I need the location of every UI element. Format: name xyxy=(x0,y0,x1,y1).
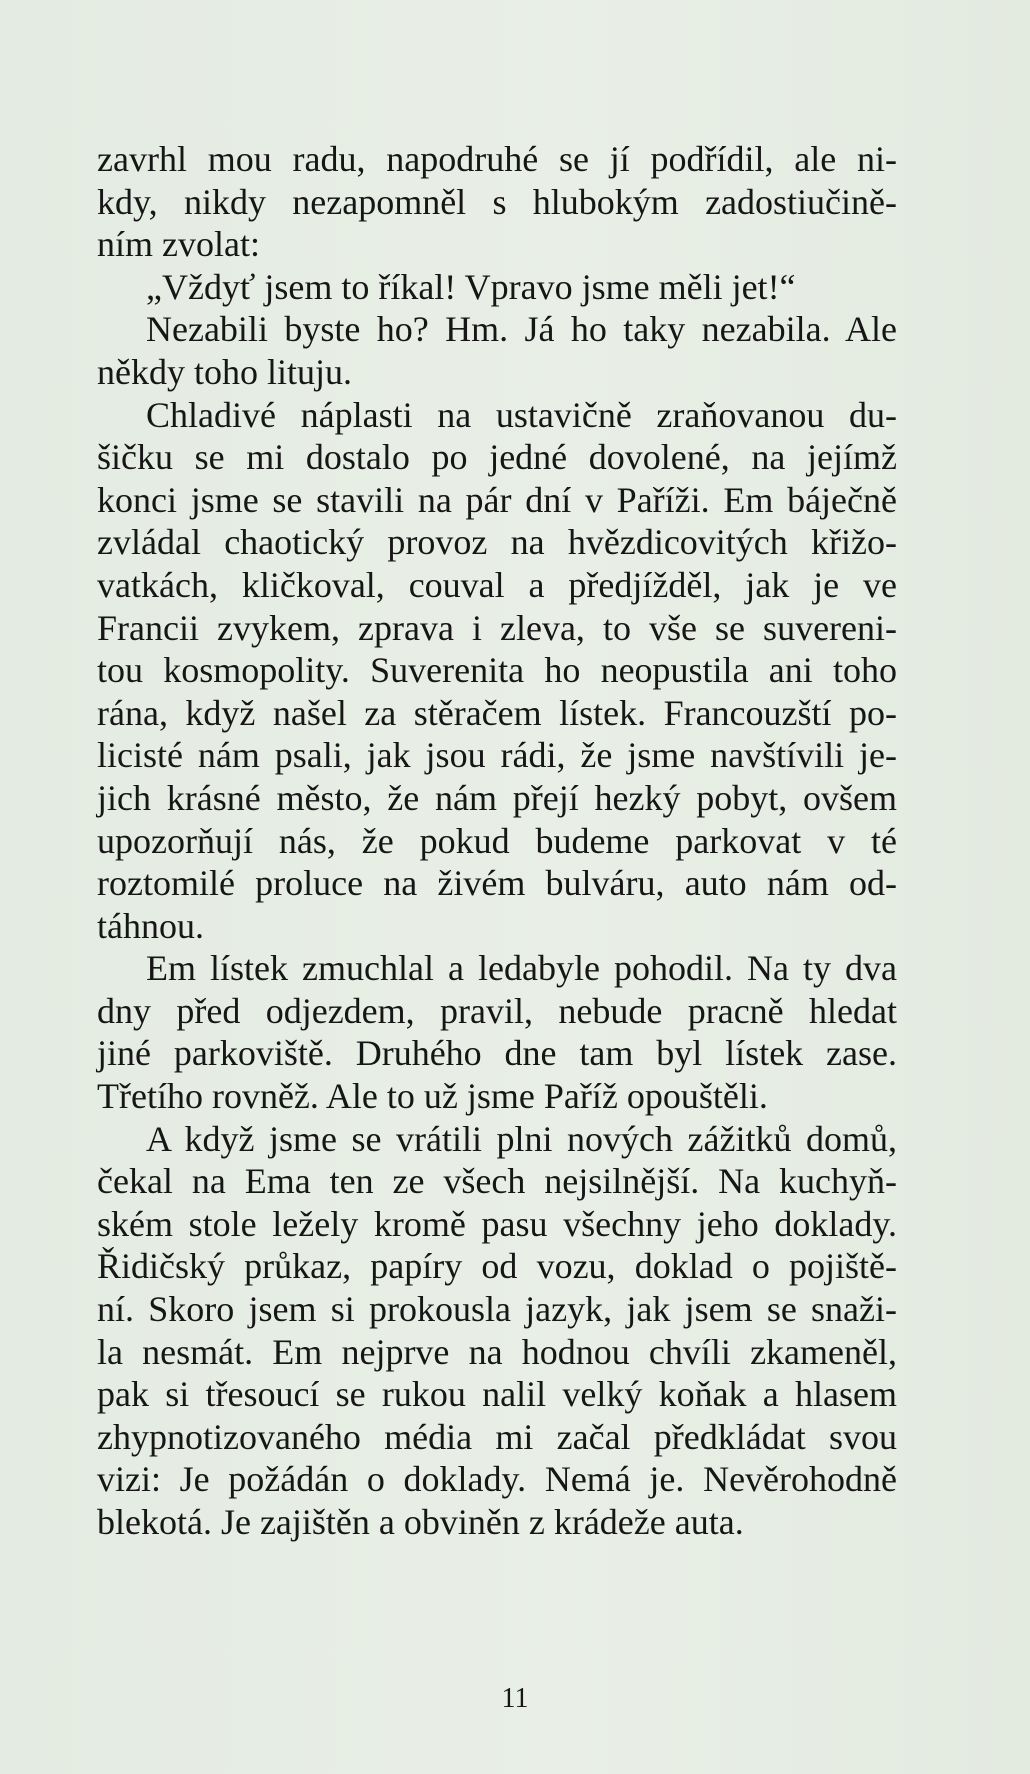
text-line: konci jsme se stavili na pár dní v Paříži. Em báječně xyxy=(97,479,897,520)
text-line: tou kosmopolity. Suverenita ho neopustila ani toho xyxy=(97,650,897,691)
text-line: vatkách, kličkoval, couval a předjížděl, jak je ve xyxy=(97,564,897,605)
page-number: 11 xyxy=(501,1683,529,1714)
text-line: dny před odjezdem, pravil, nebude pracně hledat xyxy=(97,990,897,1031)
text-line: někdy toho lituju. xyxy=(97,351,352,392)
text-line: rána, když našel za stěračem lístek. Francouzští po- xyxy=(97,692,897,733)
text-line: licisté nám psali, jak jsou rádi, že jsme navštívili je- xyxy=(97,735,897,776)
text-line: Třetího rovněž. Ale to už jsme Paříž opouštěli. xyxy=(97,1076,768,1117)
text-line: kdy, nikdy nezapomněl s hlubokým zadostiučině- xyxy=(97,181,897,222)
text-line: Řidičský průkaz, papíry od vozu, doklad o pojiště- xyxy=(97,1246,897,1287)
text-line: šičku se mi dostalo po jedné dovolené, na jejímž xyxy=(97,437,897,478)
text-line: vizi: Je požádán o doklady. Nemá je. Nevěrohodně xyxy=(97,1459,897,1500)
text-line: zavrhl mou radu, napodruhé se jí podřídil, ale ni- xyxy=(97,139,897,179)
text-line: Em lístek zmuchlal a ledabyle pohodil. Na ty dva xyxy=(146,948,897,989)
text-line: ním zvolat: xyxy=(97,224,260,265)
text-line: la nesmát. Em nejprve na hodnou chvíli zkameněl, xyxy=(97,1331,897,1372)
text-line: pak si třesoucí se rukou nalil velký koňak a hlasem xyxy=(97,1374,897,1415)
text-line: jich krásné město, že nám přejí hezký pobyt, ovšem xyxy=(97,777,897,818)
text-line: zhypnotizovaného média mi začal předkládat svou xyxy=(97,1416,897,1457)
body-text xyxy=(97,138,897,1544)
text-line: ském stole ležely kromě pasu všechny jeho doklady. xyxy=(97,1203,897,1244)
text-line: čekal na Ema ten ze všech nejsilnější. Na kuchyň- xyxy=(97,1161,897,1202)
text-line: jiné parkoviště. Druhého dne tam byl lístek zase. xyxy=(97,1033,897,1074)
text-line: táhnou. xyxy=(97,905,204,946)
text-line: Nezabili byste ho? Hm. Já ho taky nezabila. Ale xyxy=(146,309,897,350)
text-line: blekotá. Je zajištěn a obviněn z krádeže auta. xyxy=(97,1502,744,1542)
text-line: roztomilé proluce na živém bulváru, auto nám od- xyxy=(97,863,897,904)
text-line: A když jsme se vrátili plni nových zážitků domů, xyxy=(146,1118,897,1159)
text-line: upozorňují nás, že pokud budeme parkovat v té xyxy=(97,820,897,861)
text-line: Francii zvykem, zprava i zleva, to vše se suvereni- xyxy=(97,607,897,648)
text-line: zvládal chaotický provoz na hvězdicovitých křižo- xyxy=(97,522,897,563)
text-line: „Vždyť jsem to říkal! Vpravo jsme měli jet!“ xyxy=(146,266,796,307)
text-line: ní. Skoro jsem si prokousla jazyk, jak jsem se snaži- xyxy=(97,1289,897,1330)
text-line: Chladivé náplasti na ustavičně zraňovanou du- xyxy=(146,394,897,435)
